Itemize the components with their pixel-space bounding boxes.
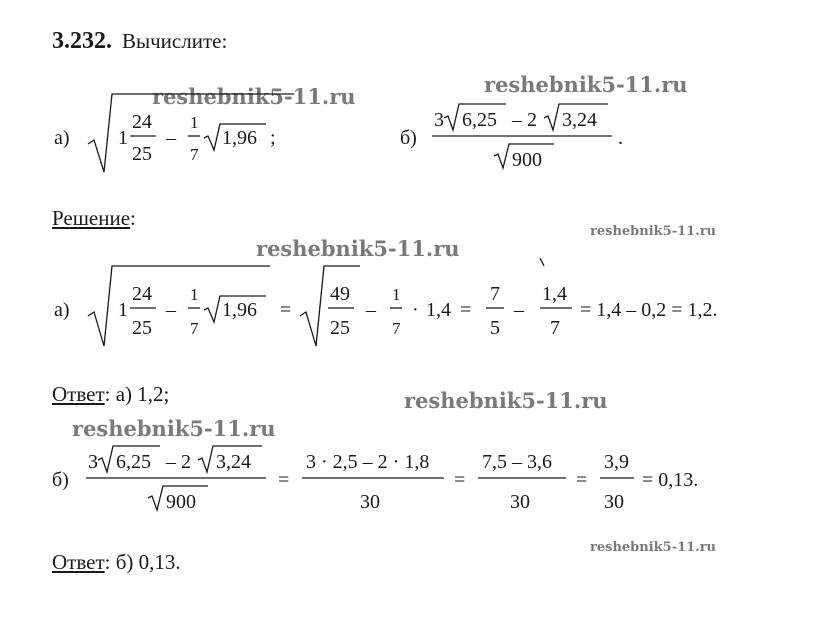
sol-a-numerator: 24 (132, 283, 152, 305)
sol-a-eq2: = (460, 299, 472, 321)
answer-a-text: : а) 1,2; (104, 382, 170, 406)
watermark: reshebnik5-11.ru (404, 388, 608, 413)
sol-a-tail: = 1,4 – 0,2 = 1,2. (580, 299, 718, 321)
sol-a-minus: – (166, 299, 176, 321)
task-a-denominator: 25 (132, 143, 152, 165)
sol-a-f1-num: 7 (490, 283, 500, 305)
sol-b-label: б) (52, 469, 69, 491)
answer-a (52, 382, 169, 407)
task-a-end: ; (270, 127, 276, 149)
task-b-den-r: 900 (512, 149, 542, 171)
sol-a-minus3: – (514, 299, 524, 321)
sol-b-num-r2: 3,24 (216, 451, 251, 473)
task-header (52, 28, 227, 55)
task-b-num-r1: 6,25 (462, 109, 497, 131)
sol-b-f1-num: 3 · 2,5 – 2 · 1,8 (306, 451, 430, 473)
sol-a-label: а) (54, 299, 70, 321)
sol-b-num-mid: – 2 (166, 451, 191, 473)
sol-b-eq3: = (576, 469, 588, 491)
task-a-label: а) (54, 127, 70, 149)
solution-a-expression (48, 260, 778, 352)
solution-b-expression (48, 440, 748, 520)
task-a-expression (48, 88, 308, 178)
sol-b-num-c1: 3 (88, 451, 98, 473)
task-b-expression (398, 98, 648, 178)
sol-b-f3-den: 30 (604, 491, 624, 513)
answer-b-text: : б) 0,13. (104, 550, 181, 574)
sol-a-coef-num: 1 (190, 285, 199, 304)
sol-b-eq1: = (278, 469, 290, 491)
task-number: 3.232. (52, 28, 112, 54)
watermark: reshebnik5-11.ru (152, 84, 356, 109)
answer-a-label: Ответ (52, 382, 105, 406)
sol-a-eq1: = (280, 299, 292, 321)
sol-a-denominator: 25 (132, 317, 152, 339)
sol-b-tail: = 0,13. (642, 469, 699, 491)
watermark: reshebnik5-11.ru (484, 72, 688, 97)
sol-b-f2-den: 30 (510, 491, 530, 513)
task-a-radicand: 1,96 (222, 127, 257, 149)
solution-colon: : (130, 206, 136, 230)
task-b-num-mid: – 2 (512, 109, 537, 131)
sol-a-c2-den: 7 (392, 319, 401, 338)
answer-b-label: Ответ (52, 550, 105, 574)
sol-b-f2-num: 7,5 – 3,6 (482, 451, 552, 473)
sol-a-c2-num: 1 (392, 285, 401, 304)
sol-a-f2-den: 7 (550, 317, 560, 339)
sol-a-coef-den: 7 (190, 319, 199, 338)
task-a-coef-den: 7 (190, 145, 199, 164)
sol-a-step-num: 49 (330, 283, 350, 305)
task-b-num-r2: 3,24 (562, 109, 597, 131)
sol-b-f3-num: 3,9 (604, 451, 629, 473)
solution-heading (52, 206, 136, 231)
watermark: reshebnik5-11.ru (590, 224, 717, 239)
solution-label: Решение (52, 206, 131, 230)
sol-a-whole: 1 (118, 299, 128, 321)
task-b-num-c1: 3 (434, 109, 444, 131)
sol-a-f1-den: 5 (490, 317, 500, 339)
sol-b-eq2: = (454, 469, 466, 491)
sol-a-val: 1,4 (426, 299, 451, 321)
watermark: reshebnik5-11.ru (256, 236, 460, 261)
task-a-coef-num: 1 (190, 113, 199, 132)
sol-b-f1-den: 30 (360, 491, 380, 513)
sol-a-times: · (412, 299, 419, 321)
sol-b-num-r1: 6,25 (116, 451, 151, 473)
watermark: reshebnik5-11.ru (72, 416, 276, 441)
task-b-label: б) (400, 127, 417, 149)
sol-a-radicand: 1,96 (222, 299, 257, 321)
answer-b (52, 550, 181, 575)
sol-a-minus2: – (366, 299, 376, 321)
task-b-end: . (618, 127, 623, 149)
sol-a-f2-num: 1,4 (542, 283, 567, 305)
task-a-minus: – (166, 127, 176, 149)
task-title: Вычислите: (122, 29, 228, 53)
task-a-numerator: 24 (132, 111, 152, 133)
watermark: reshebnik5-11.ru (590, 540, 717, 555)
task-a-whole: 1 (118, 127, 128, 149)
sol-b-den-r: 900 (166, 491, 196, 513)
sol-a-step-den: 25 (330, 317, 350, 339)
